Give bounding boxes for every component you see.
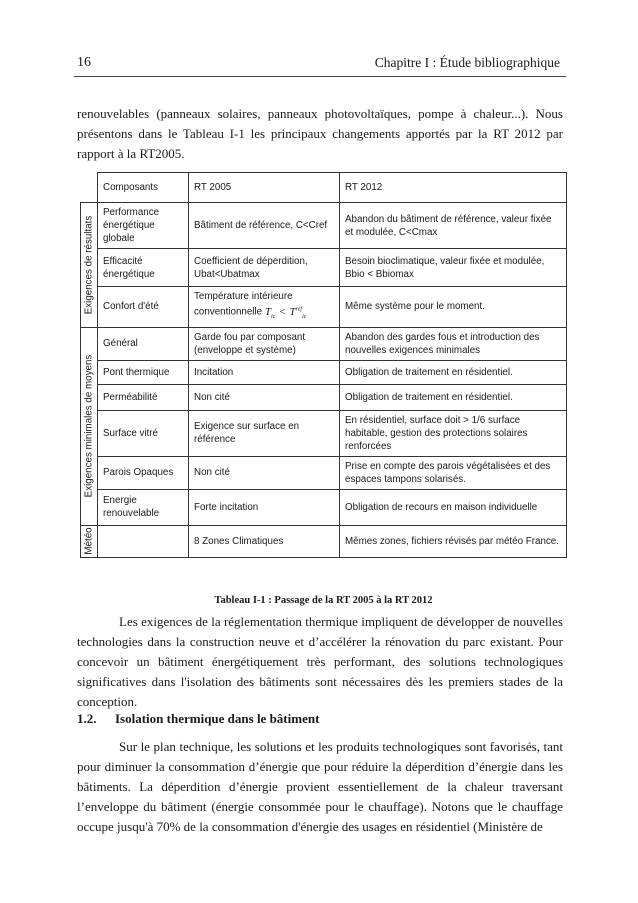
formula-sub: ic (270, 313, 276, 320)
table-cell (340, 489, 567, 525)
table-cell (340, 360, 567, 384)
cell-text: Pont thermique (103, 366, 170, 378)
cell-text: Abandon du bâtiment de référence, valeur fixée et modulée, C<Cmax (345, 213, 552, 238)
table-cell (189, 360, 340, 384)
cell-text: Performance énergétique globale (103, 207, 160, 244)
table-cell (340, 384, 567, 410)
chapter-title: Chapitre I : Étude bibliographique (374, 55, 560, 70)
table-cell (98, 249, 189, 287)
cell-text: En résidentiel, surface doit > 1/6 surface habitable, gestion des protections solaires renforcées (345, 414, 528, 452)
table-row (81, 489, 567, 525)
table-cell (189, 384, 340, 410)
table-cell (189, 287, 340, 328)
table-row (81, 360, 567, 384)
cell-text: 8 Zones Climatiques (194, 535, 284, 547)
table-header-row (81, 173, 567, 203)
table-cell (98, 360, 189, 384)
cell-text: Général (103, 338, 138, 350)
table-cell (98, 327, 189, 360)
cell-text: Efficacité énergétique (103, 255, 155, 280)
table-row (81, 525, 567, 557)
table-cell (340, 327, 567, 360)
table-row (81, 456, 567, 489)
formula-var: T (289, 305, 296, 318)
body-paragraph-1: Les exigences de la réglementation thermique impliquent de développer de nouvelles technologies dans la construction neuve et d’accélérer la rénovation du parc existant. Pour concevoir un bâtiment énergétiquement très performant, des solutions technologiques significatives dans l'isolation des bâtiments sont nécessaires dès les premiers stades de la conception. (77, 614, 563, 709)
cell-text: Confort d'été (103, 301, 159, 313)
intro-paragraph: renouvelables (panneaux solaires, panneaux photovoltaïques, pompe à chaleur...). Nous présentons dans le Tableau I-1 les principaux changements apportés par la RT 2012 par rapport à la RT2005. (77, 106, 563, 161)
header-rule (74, 76, 566, 77)
formula-var: T (264, 305, 271, 318)
cell-text: Non cité (194, 391, 230, 403)
table-cell (189, 525, 340, 557)
table-cell (340, 410, 567, 456)
table-cell (98, 410, 189, 456)
cell-text: Forte incitation (194, 501, 259, 513)
cell-text: Obligation de recours en maison individuelle (345, 501, 538, 513)
table-corner (81, 173, 98, 203)
table-cell (98, 203, 189, 249)
cell-text: Parois Opaques (103, 467, 174, 479)
column-header: Composants (98, 173, 189, 203)
cell-text: Mêmes zones, fichiers révisés par météo France. (345, 535, 559, 547)
body-paragraph-2: Sur le plan technique, les solutions et les produits technologiques sont favorisés, tant pour diminuer la consommation d’énergie que pour réduire la déperdition d’énergie dans les bâtiments. La déperdition d’énergie provient essentiellement de la chaleur traversant l’enveloppe du bâtiment (énergie consommée pour le chauffage). Notons que le chauffage occupe jusqu'à 70% de la consommation d'énergie des usages en résidentiel (Ministère de (77, 739, 563, 834)
cell-text: Obligation de traitement en résidentiel. (345, 366, 513, 378)
table-cell (340, 203, 567, 249)
formula-op: < (279, 305, 286, 318)
cell-text: Garde fou par composant (enveloppe et système) (194, 331, 306, 356)
page-number: 16 (77, 55, 91, 70)
table-cell (340, 456, 567, 489)
group-label: Météo (83, 527, 95, 555)
formula-sup: ref (295, 306, 303, 312)
table-cell (189, 249, 340, 287)
formula-sub: ic (302, 313, 307, 320)
comfort-formula (262, 306, 306, 318)
group-label-cell (81, 203, 98, 328)
section-heading (77, 711, 319, 727)
table-cell (189, 489, 340, 525)
table-cell (189, 203, 340, 249)
table-cell (98, 384, 189, 410)
table-cell (189, 327, 340, 360)
table-cell (98, 287, 189, 328)
cell-text: Abandon des gardes fous et introduction des nouvelles exigences minimales (345, 331, 540, 356)
cell-text: Energie renouvelable (103, 495, 160, 520)
table-cell (340, 525, 567, 557)
cell-text: Non cité (194, 467, 230, 479)
cell-text: Température intérieure conventionnelle (194, 291, 293, 318)
table-caption: Tableau I-1 : Passage de la RT 2005 à la RT 2012 (214, 595, 433, 606)
table-row (81, 410, 567, 456)
cell-text: Bâtiment de référence, C<Cref (194, 220, 328, 231)
table-cell (340, 249, 567, 287)
cell-text: Incitation (194, 366, 234, 378)
table-row (81, 327, 567, 360)
group-label-cell (81, 525, 98, 557)
comparison-table (80, 172, 567, 558)
column-header: RT 2012 (340, 173, 567, 203)
table-row (81, 384, 567, 410)
cell-text: Même système pour le moment. (345, 301, 485, 313)
group-label: Exigences de résultats (83, 215, 95, 315)
column-header: RT 2005 (189, 173, 340, 203)
section-title: Isolation thermique dans le bâtiment (115, 711, 320, 726)
table-row (81, 249, 567, 287)
cell-text: Surface vitré (103, 427, 158, 439)
table-cell (98, 525, 189, 557)
cell-text: Obligation de traitement en résidentiel. (345, 391, 513, 403)
cell-text: Exigence sur surface en référence (194, 421, 300, 446)
table-cell (98, 456, 189, 489)
cell-text: Besoin bioclimatique, valeur fixée et modulée, Bbio < Bbiomax (345, 255, 545, 280)
table-cell (189, 410, 340, 456)
cell-text: Prise en compte des parois végétalisées et des espaces tampons solarisés. (345, 460, 551, 485)
table-row (81, 203, 567, 249)
section-number: 1.2. (77, 711, 97, 726)
cell-text: Coefficient de déperdition, Ubat<Ubatmax (194, 255, 308, 280)
group-label-cell (81, 327, 98, 525)
table-cell (98, 489, 189, 525)
table-row (81, 287, 567, 328)
table-cell (189, 456, 340, 489)
cell-text: Perméabilité (103, 391, 158, 403)
group-label: Exigences minimales de moyens (83, 355, 95, 498)
table-cell (340, 287, 567, 328)
